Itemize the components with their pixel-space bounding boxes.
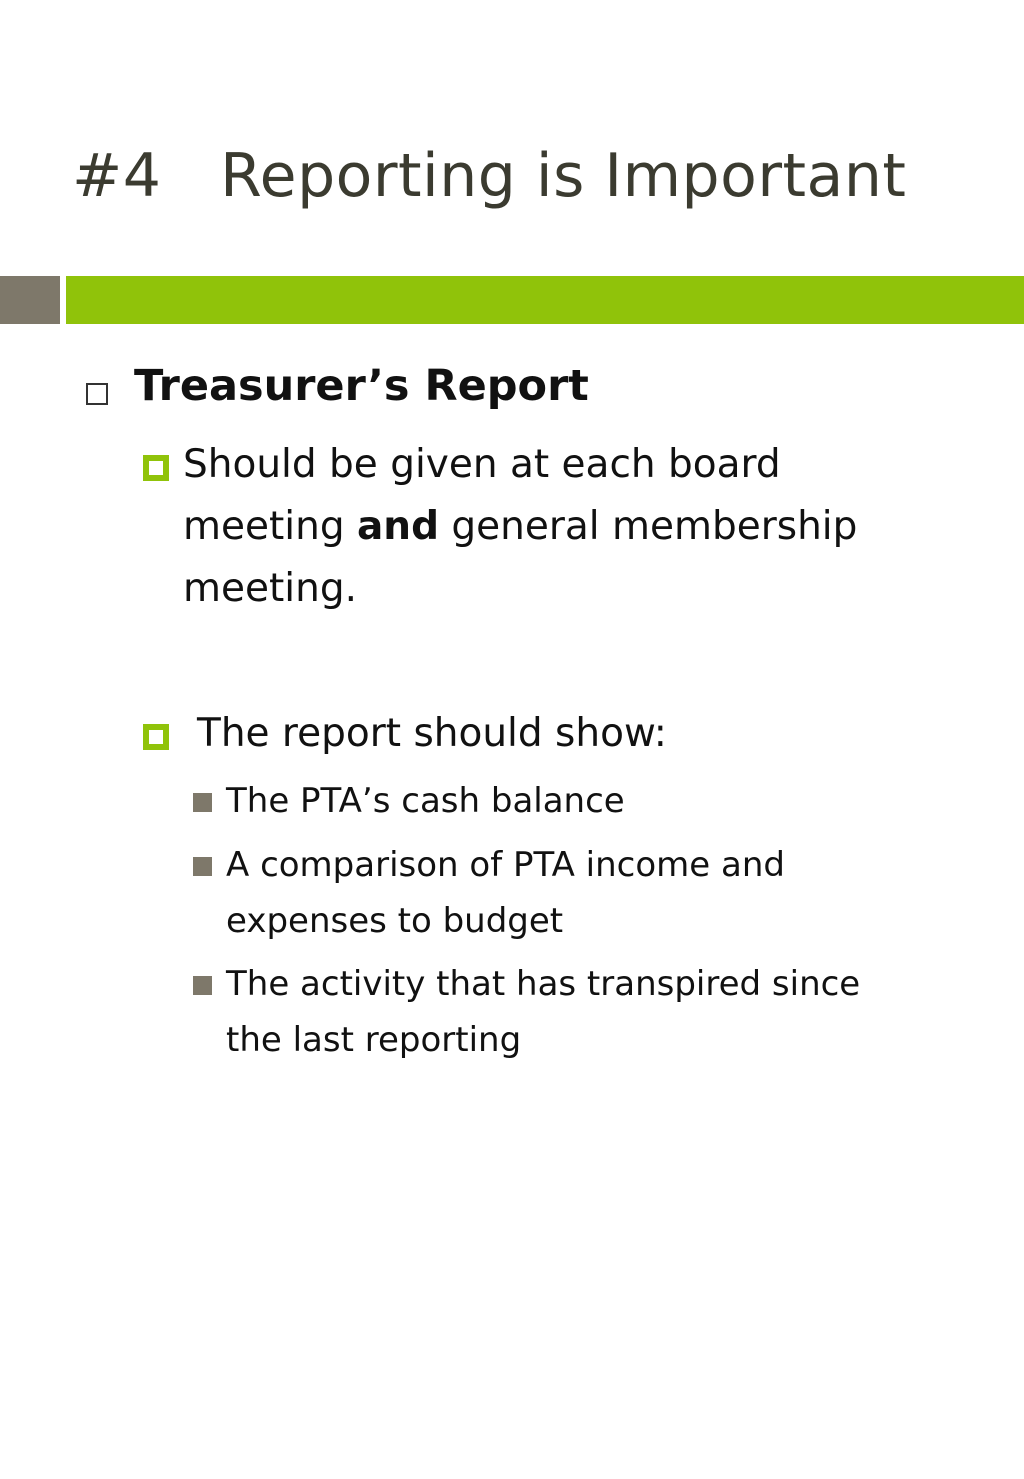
gray-square-bullet-icon <box>193 857 212 876</box>
slide-title: #4 Reporting is Important <box>72 141 907 211</box>
square-outline-bullet-icon <box>86 383 108 405</box>
point-board-meeting-emphasis: and <box>356 504 439 549</box>
subitem-income-expense-comparison: A comparison of PTA income and expenses to budget <box>226 845 785 941</box>
title-accent-bar-green <box>66 276 1024 324</box>
title-accent-bar-gray <box>0 276 60 324</box>
gray-square-bullet-icon <box>193 793 212 812</box>
point-board-meeting <box>183 434 923 620</box>
green-square-bullet-icon <box>143 455 169 481</box>
green-square-bullet-icon <box>143 724 169 750</box>
subitem-cash-balance: The PTA’s cash balance <box>226 781 625 821</box>
point-report-should-show: The report should show: <box>197 711 667 756</box>
gray-square-bullet-icon <box>193 976 212 995</box>
subitem-activity-since-last-reporting: The activity that has transpired since the last reporting <box>226 964 861 1060</box>
point-board-meeting-text-start: Should be given at each board meeting <box>183 442 781 549</box>
section-heading: Treasurer’s Report <box>134 361 589 411</box>
point-board-meeting-text-end: general membership meeting. <box>183 504 858 611</box>
